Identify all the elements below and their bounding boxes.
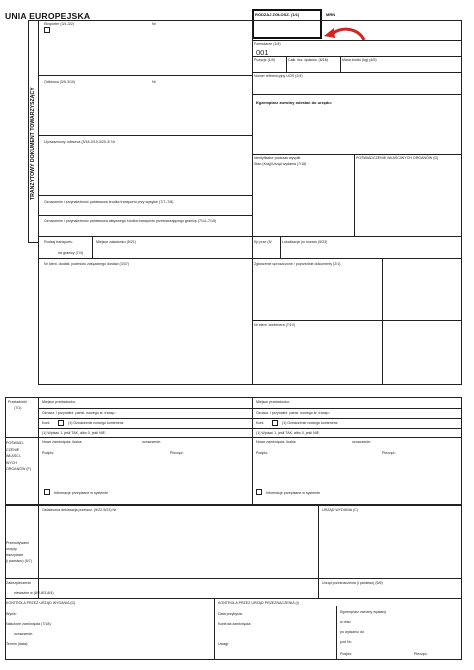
new-container-left: (1) Oznaczenie nowego kontenera: <box>68 421 124 425</box>
footnote-left: (1) Wpisać 1, jeśli TAK, albo 0, jeśli NIE. <box>42 431 106 435</box>
gross-mass-label: Masa brutto (kg) (4/5) <box>342 58 377 62</box>
date-arrival: Data przybycia: <box>218 612 243 616</box>
place-loading: Kp prze (5/ <box>254 240 272 244</box>
place-unloading: Lokalizacja (nr towaru (5/23) <box>282 240 328 244</box>
transport-border: Oznaczenie i przynależność państwowa aktywnego środka transportu przekraczającego granicę (7/14–7/15) <box>44 219 217 223</box>
info-checkbox-left[interactable] <box>44 489 50 495</box>
new-seals-left: Nowe zamknięcia: liczba: <box>42 440 83 444</box>
consignee-label: Odbiorca (3/9-3/10) <box>44 80 76 84</box>
stamp-left: Pieczęć: <box>170 451 184 455</box>
form-title: UNIA EUROPEJSKA <box>5 11 91 21</box>
security-label: Zabezpieczenie <box>6 581 32 585</box>
departure-office-right: POŚWIADCZENIE WŁAŚCIWYCH ORGANÓW (D) <box>356 156 439 160</box>
info-checkbox-right[interactable] <box>256 489 262 495</box>
procedure-office: Ostateczna deklaracja przewoź. (5/22-5/23) Nr <box>42 508 117 512</box>
container-checkbox-left[interactable] <box>58 420 64 426</box>
new-transport-left: Oznacz. i przynależ. państ. nowego śr. transp.: <box>42 411 117 415</box>
exporter-nr: Nr <box>152 22 156 26</box>
footnote-right: (1) Wpisać 1, jeśli TAK, albo 0, jeśli NIE. <box>256 431 320 435</box>
container-checkbox-right[interactable] <box>272 420 278 426</box>
new-transport-right: Oznacz. i przynależ. państ. nowego śr. transp.: <box>256 411 331 415</box>
packages-label: Całk. licz. opakow. (6/18) <box>288 58 328 62</box>
container-label-left: Kont. <box>42 421 51 425</box>
transhipments-code: (7/1) <box>14 406 22 410</box>
signature-right: Podpis: <box>256 451 268 455</box>
return-copy-label: Egzemplarz zwrotny odesłać do urzędu: <box>256 100 333 105</box>
new-seals-right: Nowe zamknięcia: liczba: <box>256 440 297 444</box>
signature-left: Podpis: <box>42 451 54 455</box>
security-nr: nieważne w (8/2-8/3-8/4) <box>14 591 54 595</box>
destination-office: Urząd przeznaczenia (i państwo) (5/6) <box>322 581 383 585</box>
return-copy-sent: Egzemplarz zwrotny wysłany <box>340 610 387 614</box>
marked-right: oznaczenie: <box>352 440 372 444</box>
place-transhipment-right: Miejsce przeładunku: <box>256 400 290 404</box>
info-left: Informacje przepisane w systemie <box>54 491 109 495</box>
departure-office-label: Identyfikator podczas wysyłki <box>254 156 301 160</box>
exporter-checkbox[interactable] <box>44 27 50 33</box>
forms-value: 001 <box>256 48 269 57</box>
time-limit: Termin (data): <box>6 642 29 646</box>
transport-mode-border: na granicy (7/4) <box>58 251 83 255</box>
container-label: Miejsce załadunku (5/21) <box>96 240 136 244</box>
principal-label: Przewidywane urzędy tranzytowe (i państwo) (5/7) <box>6 541 32 563</box>
seal-check: Kontrola zamknięcia: <box>218 622 252 626</box>
control-destination: KONTROLA PRZEZ URZĄD PRZEZNACZENIA (I) <box>218 601 299 605</box>
consignee-nr: Nr <box>152 80 156 84</box>
lrn-label: Numer referencyjny UCR (2/4) <box>254 74 303 78</box>
under-no: pod Nr: <box>340 640 352 644</box>
result-label: Wynik: <box>6 612 17 616</box>
transhipments-label: Przeładunki <box>8 400 27 404</box>
stamp-right: Pieczęć: <box>382 451 396 455</box>
remarks: Uwagi: <box>218 642 229 646</box>
container-label-right: Kont. <box>256 421 265 425</box>
endorsement-label: POŚWIAD- CZENIE WŁAŚCI- WYCH ORGANÓW (F) <box>6 441 31 471</box>
goods-desc: Nr ident. dodatk. podmiotu związanego dostaw (3/37) <box>44 262 129 266</box>
items-label: Pozycje (1/9) <box>254 58 275 62</box>
new-container-right: (1) Oznaczenie nowego kontenera: <box>282 421 338 425</box>
place-transhipment-left: Miejsce przeładunku: <box>42 400 76 404</box>
info-right: Informacje przepisane w systemie <box>266 491 321 495</box>
transport-mode: Rodzaj transportu <box>44 240 73 244</box>
transport-departure: Oznaczenie i przynależność państwowa środka transportu przy wysyłce (7/7–7/8) <box>44 200 174 204</box>
marked-left: oznaczenie: <box>142 440 162 444</box>
after-registration: po wpisaniu do <box>340 630 364 634</box>
vertical-title: TRANZYTOWY DOKUMENT TOWARZYSZĄCY <box>30 87 36 200</box>
seals-marked: oznaczenie: <box>14 632 34 636</box>
departure-office: URZĄD WYDANIA (C) <box>322 508 358 512</box>
seals-label: Nałożone zamknięcia (7/18): <box>6 622 52 626</box>
forms-label: Formularze (1/4) <box>254 42 281 46</box>
container-no: Nr ident. kontenera (7/10) <box>254 323 295 327</box>
mrn-label: MRN <box>326 12 336 17</box>
lower-frame <box>5 505 462 660</box>
exporter-label: Eksporter (3/1-3/2) <box>44 22 74 26</box>
previous-docs: Zgłoszenie uproszczone / poprzednie dokumenty (2/1) <box>254 262 341 266</box>
on-label: w dniu: <box>340 620 352 624</box>
signature2: Podpis: <box>340 652 352 656</box>
control-departure: KONTROLA PRZEZ URZĄD WYDANIA (D) <box>6 601 76 605</box>
authorised-consignee: Upoważniony odbiorca (3/18-3/19-3/20-3/ Nr <box>44 140 115 144</box>
stamp2: Pieczęć: <box>414 652 428 656</box>
departure-country: Stan (Kraj)/Urząd wydania (7/18) <box>254 162 307 166</box>
doc-kind-label: RODZAJ ZGŁOSZ. (1/1) <box>255 12 300 17</box>
